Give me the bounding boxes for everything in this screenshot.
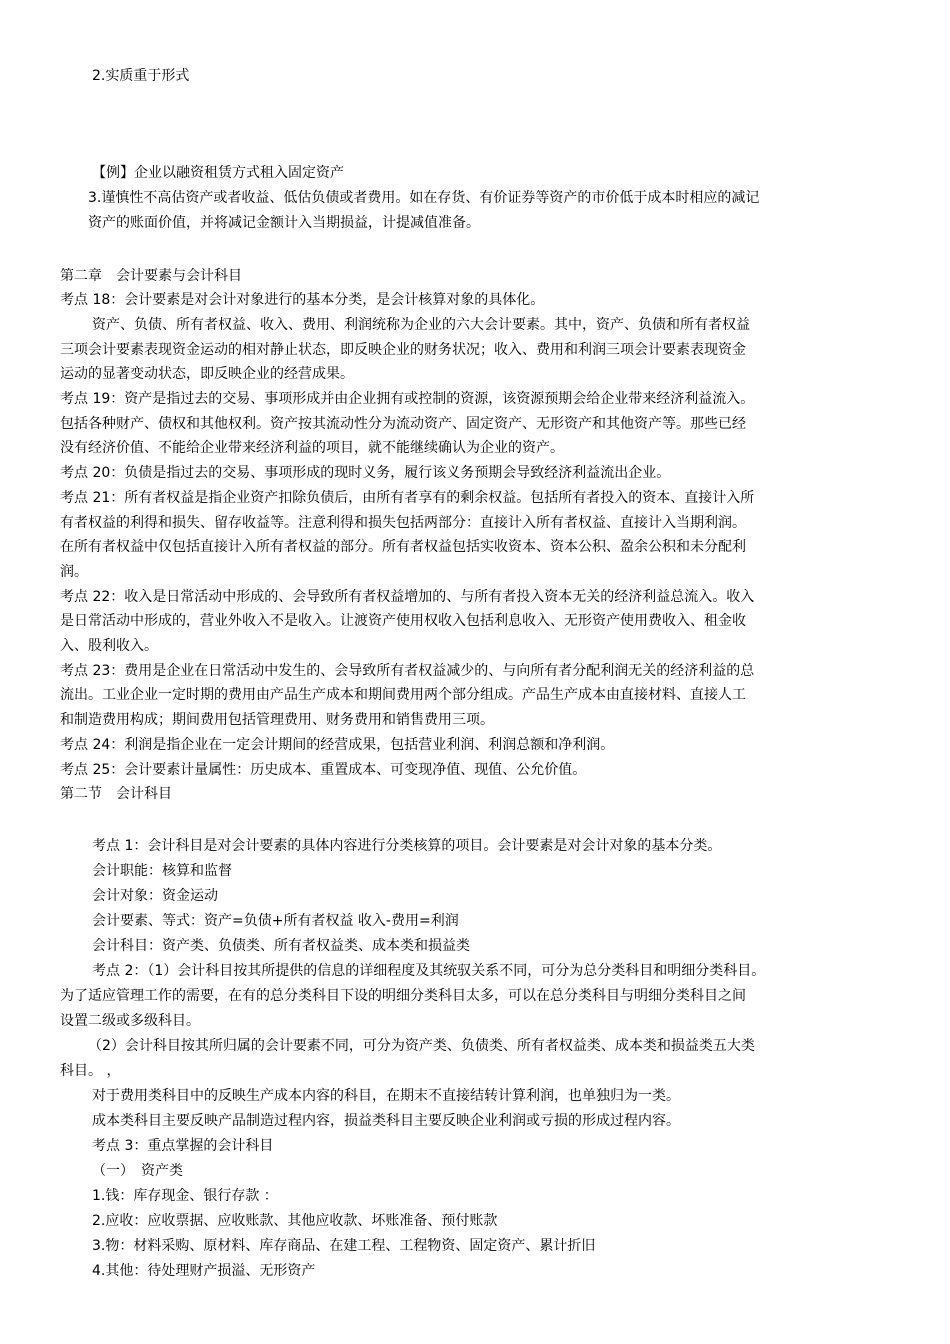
paragraph: （2）会计科目按其所归属的会计要素不同，可分为资产类、负债类、所有者权益类、成本类和损益类五大类 [88, 1038, 755, 1054]
paragraph: 资产、负债、所有者权益、收入、费用、利润统称为企业的六大会计要素。其中，资产、负债和所有者权益 [92, 317, 750, 333]
paragraph: 3.谨慎性不高估资产或者收益、低估负债或者费用。如在存货、有价证券等资产的市价低于成本时相应的减记 [88, 190, 760, 206]
list-heading: （一） 资产类 [92, 1163, 183, 1179]
paragraph: 包括各种财产、债权和其他权利。资产按其流动性分为流动资产、固定资产、无形资产和其他资产等。那些已经 [60, 416, 746, 432]
paragraph: 对于费用类科目中的反映生产成本内容的科目，在期末不直接结转计算利润，也单独归为一类。 [92, 1088, 680, 1104]
paragraph: 运动的显著变动状态，即反映企业的经营成果。 [60, 366, 354, 382]
paragraph: 会计职能：核算和监督 [92, 863, 232, 879]
list-item: 2.应收：应收票据、应收账款、其他应收款、坏账准备、预付账款 [92, 1213, 498, 1229]
paragraph: 入、股利收入。 [60, 638, 158, 654]
chapter-heading: 第二章 会计要素与会计科目 [60, 268, 242, 284]
paragraph: 三项会计要素表现资金运动的相对静止状态，即反映企业的财务状况；收入、费用和利润三项会计要素表现资金 [60, 342, 746, 358]
paragraph: 考点 22：收入是日常活动中形成的、会导致所有者权益增加的、与所有者投入资本无关的经济利益总流入。收入 [60, 589, 755, 605]
paragraph: 科目。 ， [60, 1063, 121, 1079]
paragraph: 成本类科目主要反映产品制造过程内容，损益类科目主要反映企业利润或亏损的形成过程内容。 [92, 1113, 680, 1129]
paragraph: 和制造费用构成；期间费用包括管理费用、财务费用和销售费用三项。 [60, 712, 494, 728]
list-item: 4.其他：待处理财产损溢、无形资产 [92, 1263, 316, 1279]
paragraph: 润。 [60, 564, 88, 580]
paragraph: 没有经济价值、不能给企业带来经济利益的项目，就不能继续确认为企业的资产。 [60, 440, 564, 456]
paragraph: 考点 23：费用是企业在日常活动中发生的、会导致所有者权益减少的、与向所有者分配利润无关的经济利益的总 [60, 663, 755, 679]
paragraph: 设置二级或多级科目。 [60, 1013, 200, 1029]
paragraph: 是日常活动中形成的，营业外收入不是收入。让渡资产使用权收入包括利息收入、无形资产使用费收入、租金收 [60, 613, 746, 629]
paragraph: 2.实质重于形式 [92, 68, 190, 84]
paragraph: 会计要素、等式：资产=负债+所有者权益 收入-费用=利润 [92, 913, 459, 929]
paragraph: 考点 20：负债是指过去的交易、事项形成的现时义务，履行该义务预期会导致经济利益流出企业。 [60, 465, 671, 481]
paragraph: 考点 24：利润是指企业在一定会计期间的经营成果，包括营业利润、利润总额和净利润。 [60, 737, 615, 753]
paragraph: 考点 18：会计要素是对会计对象进行的基本分类，是会计核算对象的具体化。 [60, 292, 545, 308]
paragraph: 流出。工业企业一定时期的费用由产品生产成本和期间费用两个部分组成。产品生产成本由直接材料、直接人工 [60, 687, 746, 703]
paragraph: 考点 21：所有者权益是指企业资产扣除负债后，由所有者享有的剩余权益。包括所有者投入的资本、直接计入所 [60, 490, 755, 506]
list-item: 3.物：材料采购、原材料、库存商品、在建工程、工程物资、固定资产、累计折旧 [92, 1238, 596, 1254]
list-item: 1.钱：库存现金、银行存款 ： [92, 1188, 278, 1204]
paragraph: 有者权益的利得和损失、留存收益等。注意利得和损失包括两部分：直接计入所有者权益、直接计入当期利润。 [60, 515, 746, 531]
paragraph: 为了适应管理工作的需要，在有的总分类科目下设的明细分类科目太多，可以在总分类科目与明细分类科目之间 [60, 988, 746, 1004]
paragraph: 考点 19：资产是指过去的交易、事项形成并由企业拥有或控制的资源，该资源预期会给企业带来经济利益流入。 [60, 391, 755, 407]
section-heading: 第二节 会计科目 [60, 786, 172, 802]
paragraph: 考点 25：会计要素计量属性：历史成本、重置成本、可变现净值、现值、公允价值。 [60, 762, 587, 778]
paragraph: 考点 1：会计科目是对会计要素的具体内容进行分类核算的项目。会计要素是对会计对象的基本分类。 [92, 838, 722, 854]
paragraph: 考点 3：重点掌握的会计科目 [92, 1138, 274, 1154]
example-paragraph: 【例】企业以融资租赁方式租入固定资产 [92, 165, 344, 181]
paragraph: 会计对象：资金运动 [92, 888, 218, 904]
paragraph: 在所有者权益中仅包括直接计入所有者权益的部分。所有者权益包括实收资本、资本公积、盈余公积和未分配利 [60, 539, 746, 555]
paragraph: 考点 2：（1）会计科目按其所提供的信息的详细程度及其统驭关系不同，可分为总分类科目和明细分类科目。 [92, 963, 766, 979]
paragraph: 会计科目：资产类、负债类、所有者权益类、成本类和损益类 [92, 938, 470, 954]
paragraph: 资产的账面价值，并将减记金额计入当期损益，计提减值准备。 [88, 215, 480, 231]
